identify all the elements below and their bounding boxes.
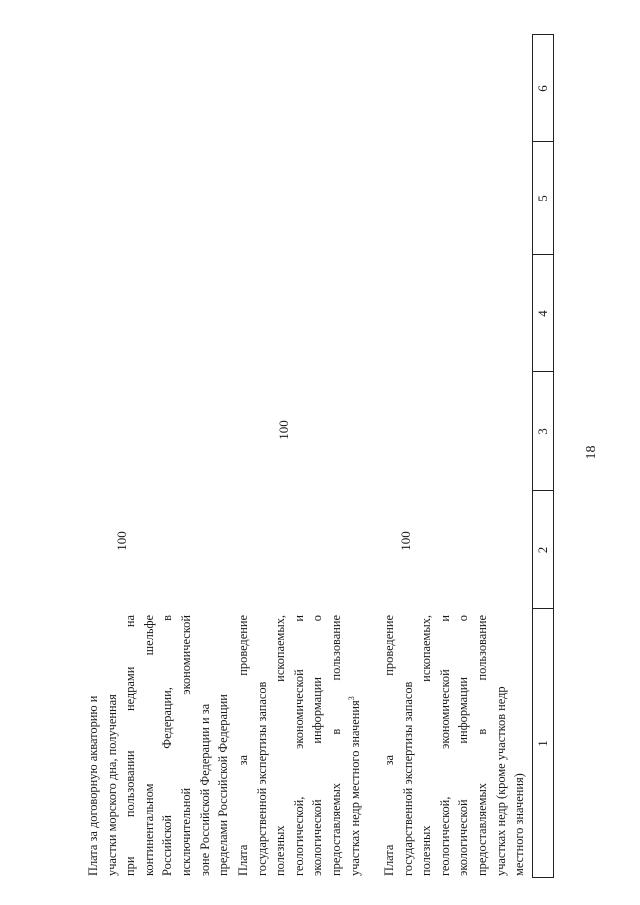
row-line: полезных ископаемых, bbox=[273, 615, 288, 876]
row-line: экологической информации о bbox=[456, 615, 471, 876]
row-line: Плата за договорную акваторию и bbox=[86, 695, 100, 876]
table-row-1-name bbox=[380, 615, 529, 876]
footnote-marker: 3 bbox=[346, 696, 356, 701]
column-header-6: 6 bbox=[535, 85, 550, 92]
table-row-1-value: 100 bbox=[398, 531, 413, 551]
row-line: геологической, экономической и bbox=[437, 615, 452, 876]
table-row-3-value: 100 bbox=[114, 531, 129, 551]
row-line: зоне Российской Федерации и за bbox=[197, 703, 212, 876]
row-line: государственной экспертизы запасов bbox=[400, 681, 415, 876]
column-header-1: 1 bbox=[535, 740, 550, 747]
column-header-5: 5 bbox=[535, 195, 550, 202]
row-line-text: участках недр местного значения bbox=[347, 700, 362, 876]
row-line: геологической, экономической и bbox=[291, 615, 306, 876]
table-row-3-name bbox=[84, 615, 233, 876]
column-header-3: 3 bbox=[535, 428, 550, 435]
row-line: Плата за проведение bbox=[236, 615, 250, 876]
row-line: исключительной экономической bbox=[178, 615, 193, 876]
row-line: местного значения) bbox=[512, 773, 527, 876]
column-header-4: 4 bbox=[535, 310, 550, 317]
row-line: предоставляемых в пользование bbox=[328, 615, 343, 876]
row-line: участки морского дна, полученная bbox=[104, 694, 119, 876]
row-line: при пользовании недрами на bbox=[123, 615, 138, 876]
row-line: Плата за проведение bbox=[382, 615, 396, 876]
row-line: пределами Российской Федерации bbox=[216, 694, 231, 876]
page-number: 18 bbox=[584, 445, 599, 460]
table-row-2-name bbox=[234, 615, 364, 876]
row-line: Российской Федерации, в bbox=[160, 615, 175, 876]
row-line: предоставляемых в пользование bbox=[474, 615, 489, 876]
row-line bbox=[346, 615, 365, 876]
column-header-2: 2 bbox=[535, 546, 550, 554]
row-line: континентальном шельфе bbox=[141, 615, 156, 876]
row-line: государственной экспертизы запасов bbox=[254, 681, 269, 876]
table-row-2-value: 100 bbox=[276, 420, 291, 440]
row-line: полезных ископаемых, bbox=[419, 615, 434, 876]
table-top-border bbox=[553, 35, 554, 878]
row-line: экологической информации о bbox=[310, 615, 325, 876]
row-line: участках недр (кроме участков недр bbox=[493, 686, 508, 876]
